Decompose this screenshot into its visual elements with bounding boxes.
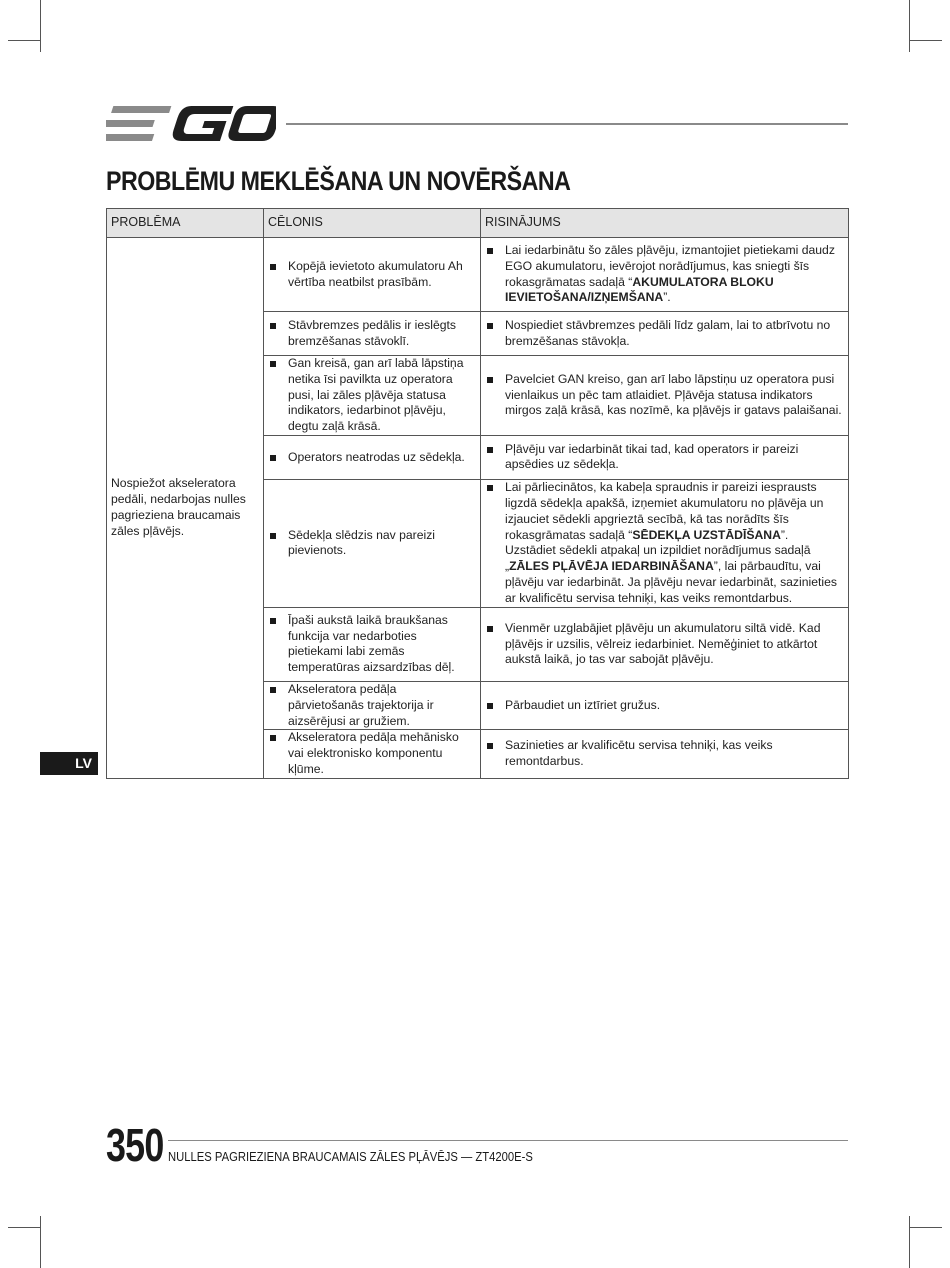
column-header-solution: RISINĀJUMS bbox=[481, 209, 849, 238]
solution-cell bbox=[481, 681, 849, 729]
bullet-icon bbox=[487, 323, 493, 329]
solution-cell bbox=[481, 238, 849, 312]
solution-cell bbox=[481, 730, 849, 778]
bullet-icon bbox=[270, 533, 276, 539]
problem-text: Nospiežot akseleratora pedāli, nedarbojas nulles pagrieziena braucamais zāles pļāvējs. bbox=[111, 476, 246, 538]
cause-text: Akseleratora pedāļa mehānisko vai elektronisko komponentu kļūme. bbox=[288, 730, 459, 776]
bullet-icon bbox=[487, 485, 493, 491]
page-title: PROBLĒMU MEKLĒŠANA UN NOVĒRŠANA bbox=[106, 166, 571, 196]
solution-text: Pārbaudiet un iztīriet gružus. bbox=[505, 697, 661, 712]
bullet-icon bbox=[487, 377, 493, 383]
solution-text: Pļāvēju var iedarbināt tikai tad, kad operators ir pareizi apsēdies uz sēdekļa. bbox=[505, 441, 799, 472]
language-tab: LV bbox=[40, 752, 98, 775]
crop-mark bbox=[910, 40, 942, 41]
cause-cell bbox=[264, 356, 481, 436]
bullet-icon bbox=[270, 735, 276, 741]
crop-mark bbox=[40, 0, 41, 52]
bullet-icon bbox=[270, 323, 276, 329]
troubleshooting-table bbox=[106, 208, 849, 779]
crop-mark bbox=[909, 1216, 910, 1268]
solution-cell bbox=[481, 356, 849, 436]
cause-cell bbox=[264, 607, 481, 681]
header-rule bbox=[286, 123, 848, 125]
crop-mark bbox=[8, 1227, 40, 1228]
bullet-icon bbox=[487, 743, 493, 749]
bullet-icon bbox=[487, 626, 493, 632]
bullet-icon bbox=[270, 618, 276, 624]
cause-cell bbox=[264, 435, 481, 479]
solution-text: Lai iedarbinātu šo zāles pļāvēju, izmantojiet pietiekami daudz EGO akumulatoru, ievērojot norādījumus, kas sniegti šīs rokasgrāmatas sadaļā “AKUMULATORA BLOKU IEVIETOŠANA/IZŅEMŠANA”. bbox=[505, 242, 835, 305]
cause-cell bbox=[264, 479, 481, 607]
solution-text: Lai pārliecinātos, ka kabeļa spraudnis ir pareizi iesprausts ligzdā sēdekļa apakšā, izņemiet akumulatoru no pļāvēja un izjauciet sēdekli apgrieztā secībā, kā tas norādīts šīs rokasgrāmatas sadaļā “SĒDEKĻA UZSTĀDĪŠANA”. Uzstādiet sēdekli atpakaļ un izpildiet norādījumus sadaļā „ZĀLES PĻĀVĒJA IEDARBINĀŠANA”, lai pārbaudītu, vai pļāvēju var iedarbināt. Ja pļāvēju nevar iedarbināt, sazinieties ar kvalificētu servisa tehniķi, kas veiks remontdarbus. bbox=[505, 480, 837, 605]
crop-mark bbox=[8, 40, 40, 41]
table-header-row bbox=[107, 209, 849, 238]
solution-cell bbox=[481, 312, 849, 356]
solution-cell bbox=[481, 435, 849, 479]
bullet-icon bbox=[270, 455, 276, 461]
cause-text: Akseleratora pedāļa pārvietošanās trajektorija ir aizsērējusi ar gružiem. bbox=[288, 681, 434, 728]
cause-cell bbox=[264, 681, 481, 729]
cause-text: Stāvbremzes pedālis ir ieslēgts bremzēšanas stāvoklī. bbox=[288, 317, 456, 348]
solution-text: Vienmēr uzglabājiet pļāvēju un akumulatoru siltā vidē. Kad pļāvējs ir uzsilis, vēlreiz iedarbiniet. Neměģiniet to atkārtot aukstā laikā, jo tas var sabojāt pļāvēju. bbox=[505, 620, 821, 667]
column-header-problem: PROBLĒMA bbox=[107, 209, 264, 238]
bullet-icon bbox=[487, 248, 493, 254]
solution-text: Sazinieties ar kvalificētu servisa tehniķi, kas veiks remontdarbus. bbox=[505, 738, 773, 769]
page-number: 350 bbox=[106, 1119, 164, 1171]
bullet-icon bbox=[487, 703, 493, 709]
cause-text: Īpaši aukstā laikā braukšanas funkcija var nedarboties pietiekami labi zemās temperatūras aizsardzības dēļ. bbox=[288, 612, 455, 675]
cause-cell bbox=[264, 238, 481, 312]
problem-cell bbox=[107, 238, 264, 779]
cause-text: Kopējā ievietoto akumulatoru Ah vērtība neatbilst prasībām. bbox=[288, 258, 463, 289]
cause-cell bbox=[264, 730, 481, 778]
bullet-icon bbox=[487, 447, 493, 453]
bullet-icon bbox=[270, 361, 276, 367]
footer-text: NULLES PAGRIEZIENA BRAUCAMAIS ZĀLES PĻĀVĒJS — ZT4200E-S bbox=[168, 1150, 533, 1164]
solution-cell bbox=[481, 607, 849, 681]
cause-text: Operators neatrodas uz sēdekļa. bbox=[288, 449, 465, 464]
table-row bbox=[107, 238, 849, 312]
ego-logo bbox=[106, 104, 276, 144]
solution-text: Pavelciet GAN kreiso, gan arī labo lāpstiņu uz operatora pusi vienlaikus un pēc tam atlaidiet. Pļāvēja statusa indikators mirgos zaļā krāsā, kas nozīmē, ka pļāvējs ir gatavs palaišanai. bbox=[505, 371, 842, 418]
solution-text: Nospiediet stāvbremzes pedāli līdz galam, lai to atbrīvotu no bremzēšanas stāvokļa. bbox=[505, 317, 831, 348]
footer-rule bbox=[168, 1140, 848, 1141]
cause-cell bbox=[264, 312, 481, 356]
crop-mark bbox=[40, 1216, 41, 1268]
cause-text: Gan kreisā, gan arī labā lāpstiņa netika īsi pavilkta uz operatora pusi, lai zāles pļāvēja statusa indikators, iedarbinot pļāvēju, degtu zaļā krāsā. bbox=[288, 356, 464, 434]
column-header-cause: CĒLONIS bbox=[264, 209, 481, 238]
crop-mark bbox=[910, 1227, 942, 1228]
bullet-icon bbox=[270, 264, 276, 270]
bullet-icon bbox=[270, 687, 276, 693]
cause-text: Sēdekļa slēdzis nav pareizi pievienots. bbox=[288, 527, 436, 558]
solution-cell bbox=[481, 479, 849, 607]
crop-mark bbox=[909, 0, 910, 52]
